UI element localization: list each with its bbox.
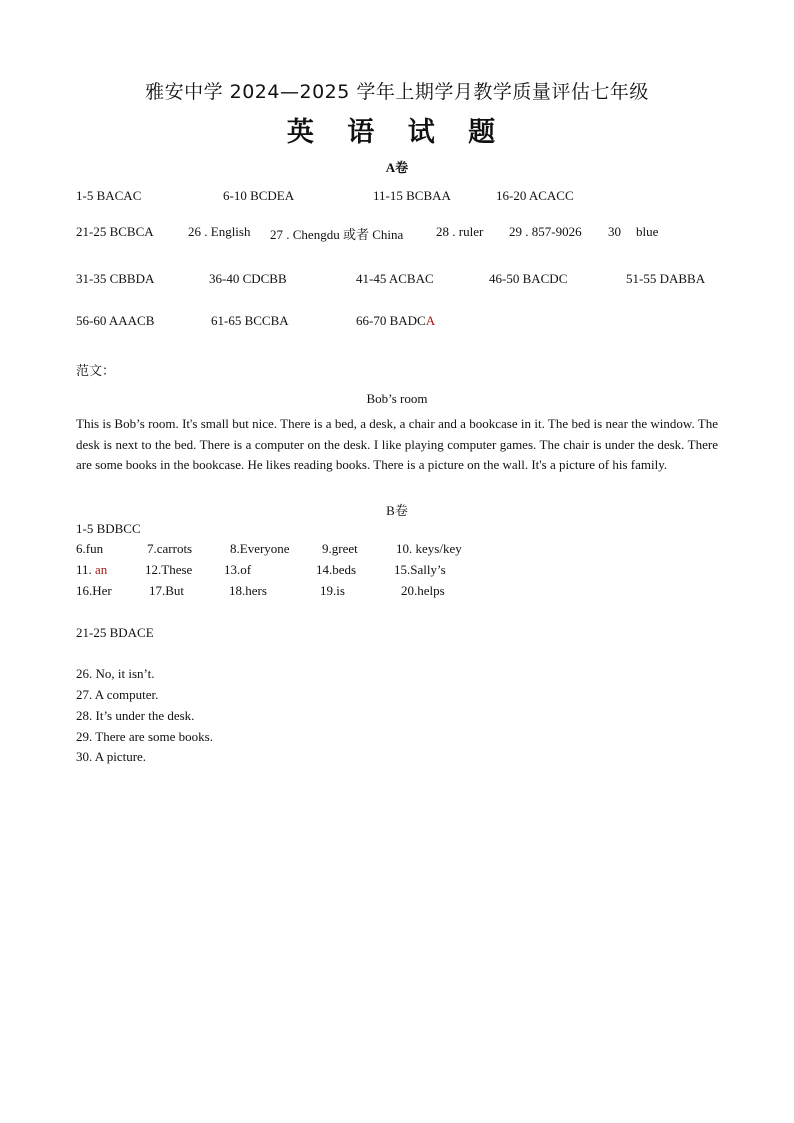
section-a-label: A卷: [385, 160, 409, 175]
answer-item: 14.beds: [316, 562, 357, 577]
answer-sentence: 29. There are some books.: [76, 729, 213, 744]
answer-item: 12.These: [145, 562, 193, 577]
answer-item-value: blue: [636, 224, 659, 239]
answer-group: 1-5 BDBCC: [76, 521, 141, 536]
essay-label: 范文：: [76, 363, 116, 378]
answer-group: 21-25 BDACE: [76, 625, 154, 640]
answer-item: 26 . English: [188, 224, 251, 239]
answer-item: 6.fun: [76, 541, 104, 556]
answer-group: 41-45 ACBAC: [356, 271, 434, 286]
answer-sentence: 27. A computer.: [76, 687, 159, 702]
answer-group: 21-25 BCBCA: [76, 224, 154, 239]
answer-group-text: 66-70 BADC: [356, 313, 426, 328]
answer-item: 28 . ruler: [436, 224, 484, 239]
answer-group: 31-35 CBBDA: [76, 271, 155, 286]
subject-title: 英 语 试 题: [286, 117, 508, 148]
answer-group: 46-50 BACDC: [489, 271, 568, 286]
answer-group: 56-60 AAACB: [76, 313, 155, 328]
answer-item: 27 . Chengdu 或者 China: [270, 227, 404, 242]
answer-item: 13.of: [224, 562, 252, 577]
answer-group: 1-5 BACAC: [76, 188, 142, 203]
answer-item: 20.helps: [401, 583, 445, 598]
answer-number: 11.: [76, 562, 92, 577]
answer-group: 16-20 ACACC: [496, 188, 574, 203]
answer-sentence: 26. No, it isn’t.: [76, 666, 155, 681]
answer-item: 9.greet: [322, 541, 358, 556]
answer-item: 19.is: [320, 583, 345, 598]
answer-item-number: 30: [608, 224, 621, 239]
section-b-label: B卷: [386, 503, 408, 518]
answer-item: 15.Sally’s: [394, 562, 446, 577]
answer-group: 6-10 BCDEA: [223, 188, 295, 203]
answer-group: 61-65 BCCBA: [211, 313, 289, 328]
answer-item: [76, 562, 107, 578]
answer-item: 17.But: [149, 583, 185, 598]
answer-item: 16.Her: [76, 583, 112, 598]
answer-item: 8.Everyone: [230, 541, 290, 556]
answer-item: 18.hers: [229, 583, 267, 598]
answer-sentence: 28. It’s under the desk.: [76, 708, 195, 723]
essay-title: Bob’s room: [366, 391, 428, 406]
answer-group: 11-15 BCBAA: [373, 188, 451, 203]
answer-group: 51-55 DABBA: [626, 271, 706, 286]
essay-body: This is Bob’s room. It's small but nice. There is a bed, a desk, a chair and a bookcase in it. The bed is near the window. The desk is next to the bed. There is a computer on the desk. I like playing computer games. The chair is under the desk. There are some books in the bookcase. He likes reading books. There is a picture on the wall. It's a picture of his family.: [76, 416, 718, 473]
answer-group: [356, 313, 435, 329]
answer-item: 10. keys/key: [396, 541, 462, 556]
answer-group: 36-40 CDCBB: [209, 271, 287, 286]
answer-sentence: 30. A picture.: [76, 749, 147, 764]
answer-item: 7.carrots: [147, 541, 193, 556]
answer-highlight: A: [425, 313, 436, 328]
answer-highlight: an: [95, 562, 108, 577]
answer-item: 29 . 857-9026: [509, 224, 582, 239]
exam-title: 雅安中学 2024—2025 学年上期学月教学质量评估七年级: [145, 81, 649, 103]
